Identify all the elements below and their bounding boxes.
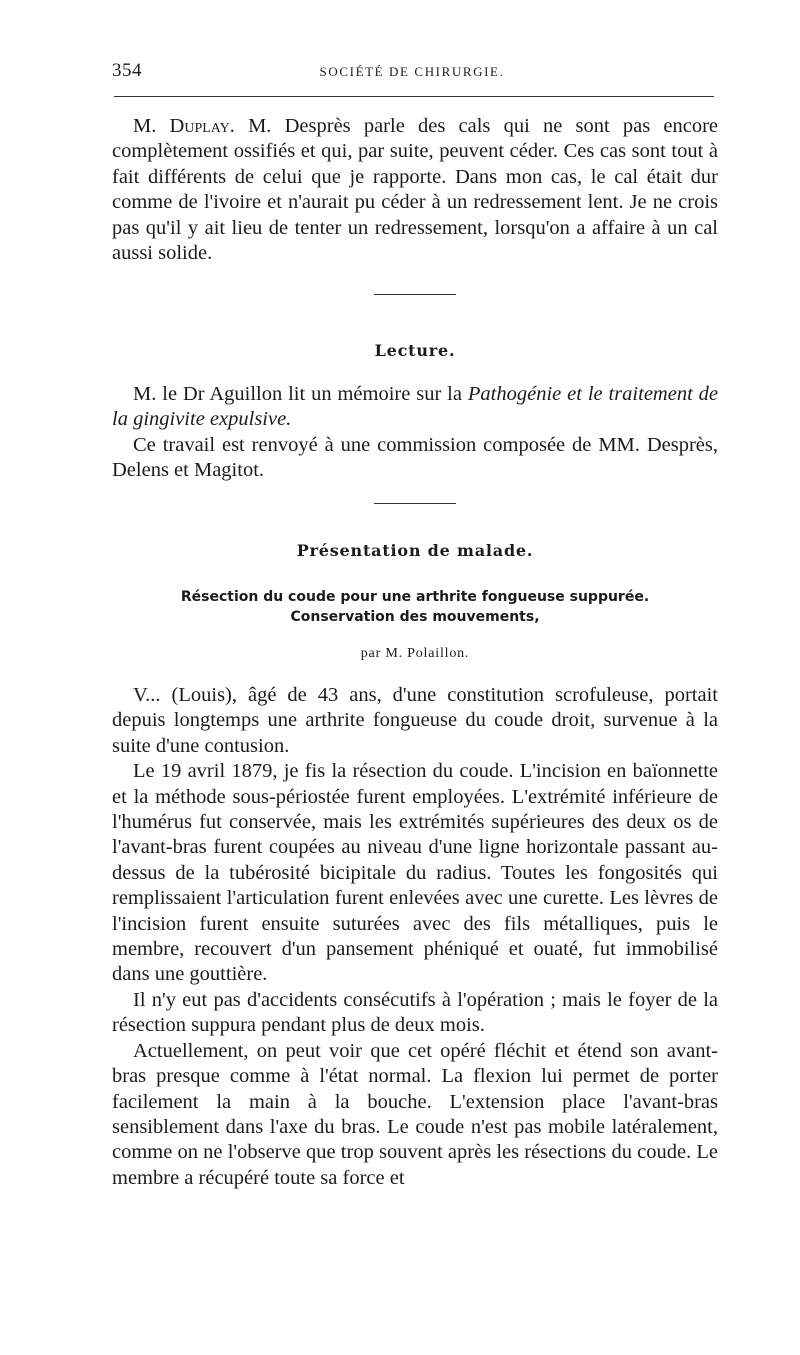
separator-rule <box>374 503 456 504</box>
case-paragraph-4: Actuellement, on peut voir que cet opéré fléchit et étend son avant-bras presque comme à l'état normal. La flexion lui permet de porter facilement la main à la bouche. L'extension place l'avant-bras sensiblement dans l'axe du bras. Le coude n'est pas mobile latéralement, comme on ne l'observe que trop souvent après les résections du coude. Le membre a récupéré toute sa force et <box>112 1039 718 1189</box>
discussion-block <box>112 114 718 266</box>
separator-rule <box>374 294 456 295</box>
header-rule <box>114 96 714 97</box>
page-number: 354 <box>112 60 142 81</box>
article-title-line-2: Conservation des mouvements, <box>290 609 540 625</box>
article-title <box>112 587 718 627</box>
lecture-paragraph-1 <box>112 382 718 433</box>
memoir-title: Pathogénie et le traitement de la gingivite expulsive. <box>112 383 719 431</box>
byline: par M. Polaillon. <box>360 646 470 661</box>
article-title-line-1: Résection du coude pour une arthrite fongueuse suppurée. <box>180 589 650 605</box>
lecture-paragraph-2: Ce travail est renvoyé à une commission composée de MM. Desprès, Delens et Magitot. <box>112 433 718 482</box>
presentation-heading: Présentation de malade. <box>296 541 534 560</box>
journal-title: SOCIÉTÉ DE CHIRURGIE. <box>319 64 505 79</box>
case-paragraph-3: Il n'y eut pas d'accidents consécutifs à l'opération ; mais le foyer de la résection suppura pendant plus de deux mois. <box>112 988 718 1037</box>
lecture-block <box>112 382 718 484</box>
lecture-text: M. le Dr Aguillon lit un mémoire sur la <box>133 383 468 405</box>
speaker-name: M. Duplay. <box>133 115 235 137</box>
case-paragraph-1: V... (Louis), âgé de 43 ans, d'une constitution scrofuleuse, portait depuis longtemps une arthrite fongueuse du coude droit, survenue à la suite d'une contusion. <box>112 684 718 757</box>
case-paragraph-2: Le 19 avril 1879, je fis la résection du coude. L'incision en baïonnette et la méthode sous-périostée furent employées. L'extrémité inférieure de l'humérus fut conservée, mais les extrémités supérieures des deux os de l'avant-bras furent coupées au niveau d'une ligne horizontale passant au-dessus de la tubérosité bicipitale du radius. Toutes les fongosités qui remplissaient l'articulation furent enlevées avec une curette. Les lèvres de l'incision furent ensuite suturées avec des fils métalliques, puis le membre, recouvert d'un pansement phéniqué et ouaté, fut immobilisé dans une gouttière. <box>112 760 718 986</box>
case-report <box>112 683 718 1191</box>
running-head <box>112 60 712 84</box>
discussion-paragraph <box>112 114 718 266</box>
discussion-text: M. Desprès parle des cals qui ne sont pas encore complètement ossifiés et qui, par suite, peuvent céder. Ces cas sont tout à fait différents de celui que je rapporte. Dans mon cas, le cal était dur comme de l'ivoire et n'aurait pu céder à un redressement lent. Je ne crois pas qu'il y ait lieu de tenter un redressement, lorsqu'on a affaire à un cal aussi solide. <box>112 115 718 265</box>
lecture-heading: Lecture. <box>374 341 456 360</box>
